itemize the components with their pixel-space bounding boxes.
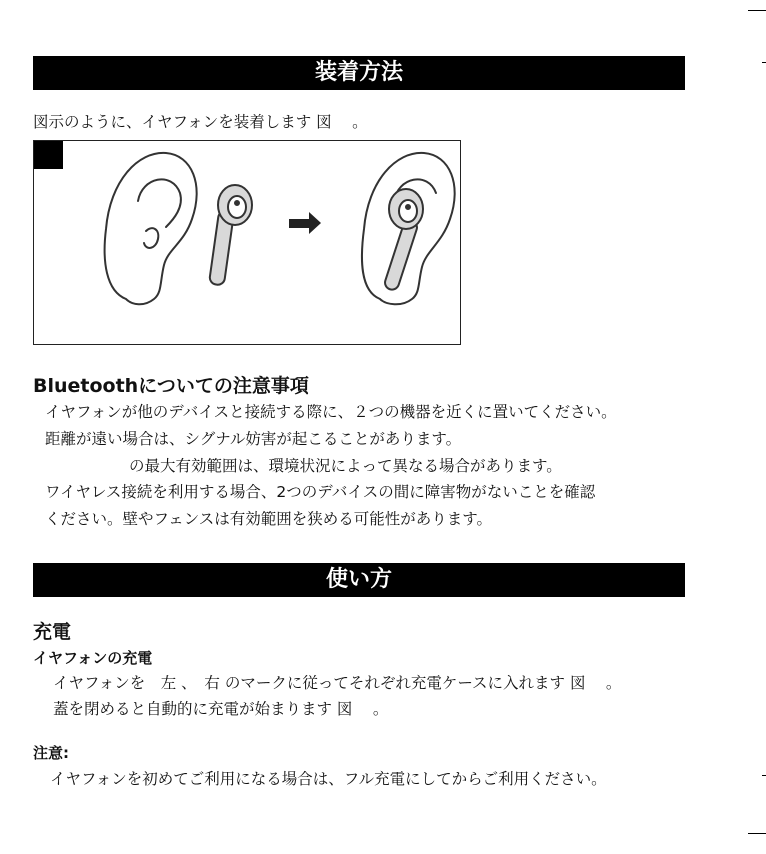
ear-left [105, 153, 197, 304]
earbud-loose [209, 185, 252, 286]
earphone-charging-heading: イヤフォンの充電 [33, 649, 153, 667]
crop-mark [762, 62, 766, 63]
note-text: イヤフォンを初めてご利用になる場合は、フル充電にしてからご利用ください。 [50, 770, 607, 788]
bluetooth-line-1: イヤフォンが他のデバイスと接続する際に、２つの機器を近くに置いてください。 [45, 403, 617, 421]
wearing-figure [33, 140, 461, 345]
crop-mark [748, 833, 766, 834]
section-title-usage: 使い方 [33, 563, 685, 597]
wearing-instruction: 図示のように、イヤフォンを装着します 図 。 [33, 113, 368, 131]
crop-mark [762, 775, 766, 776]
bluetooth-line-4: ワイヤレス接続を利用する場合、2つのデバイスの間に障害物がないことを確認 [45, 483, 596, 501]
bluetooth-line-5: ください。壁やフェンスは有効範囲を狭める可能性があります。 [45, 510, 493, 528]
bluetooth-line-2: 距離が遠い場合は、シグナル妨害が起こることがあります。 [45, 430, 462, 448]
bluetooth-heading: Bluetoothについての注意事項 [33, 375, 309, 397]
crop-mark [748, 10, 766, 11]
bluetooth-line-3: の最大有効範囲は、環境状況によって異なる場合があります。 [129, 457, 562, 475]
section-title-wearing: 装着方法 [33, 56, 685, 90]
arrow-right-icon [289, 212, 321, 234]
note-heading: 注意: [33, 744, 69, 762]
earbud-worn [383, 189, 423, 291]
charging-heading: 充電 [33, 621, 72, 643]
charging-line-1: イヤフォンを 左 、 右 のマークに従ってそれぞれ充電ケースに入れます 図 。 [53, 674, 622, 692]
charging-line-2: 蓋を閉めると自動的に充電が始まります 図 。 [53, 700, 389, 718]
wearing-illustration [34, 141, 460, 344]
